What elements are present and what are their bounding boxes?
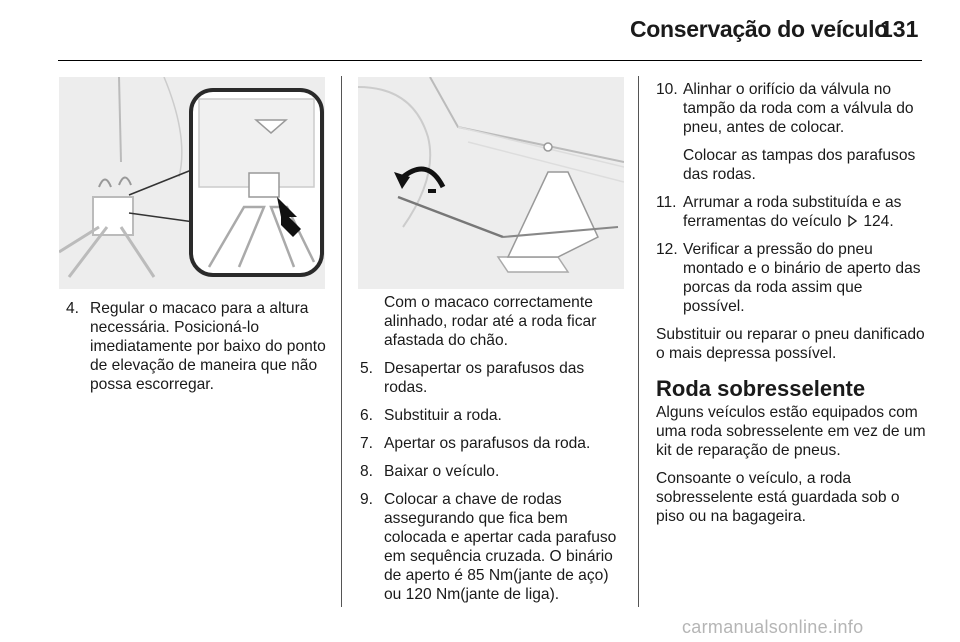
column-divider-right — [638, 76, 639, 607]
spare-wheel-paragraph-1: Alguns veículos estão equipados com uma roda sobresselente em vez de um kit de reparação de pneus. — [656, 404, 926, 459]
middle-column-text — [360, 293, 628, 613]
page-reference[interactable]: 124. — [863, 213, 894, 230]
step-text: Colocar a chave de rodas assegurando que fica bem colocada e apertar cada parafuso em sequência cruzada. O binário de aperto é 85 Nm(jante de aço) ou 120 Nm(jante de liga). — [384, 491, 617, 603]
column-divider-left — [341, 76, 342, 607]
section-title: Conservação do veículo — [630, 16, 888, 42]
step-7 — [360, 434, 628, 453]
left-column-text — [66, 299, 336, 403]
step-text: Regular o macaco para a altura necessária. Posicioná-lo imediatamente por baixo do ponto de elevação de maneira que não possa escorregar. — [90, 300, 326, 393]
step-number: 4. — [66, 300, 80, 317]
step-text: Arrumar a roda substituída e as ferramentas do veículo — [683, 194, 902, 230]
step-5 — [360, 359, 628, 397]
jack-position-illustration — [59, 77, 325, 289]
header-rule — [58, 60, 922, 61]
page-number: 131 — [880, 16, 919, 42]
step-number: 6. — [360, 407, 374, 424]
step-number: 12. — [656, 241, 678, 258]
step-number: 10. — [656, 81, 678, 98]
step-text: Alinhar o orifício da válvula no tampão da roda com a válvula do pneu, antes de colocar. — [683, 81, 914, 136]
jack-raise-intro: Com o macaco correctamente alinhado, rodar até a roda ficar afastada do chão. — [384, 294, 597, 349]
step-6 — [360, 406, 628, 425]
step-number: 5. — [360, 360, 374, 377]
step-10-note: Colocar as tampas dos parafusos das rodas. — [683, 147, 916, 183]
step-8 — [360, 462, 628, 481]
step-10 — [656, 80, 926, 137]
step-4 — [66, 299, 336, 394]
step-number: 8. — [360, 463, 374, 480]
reference-arrow-icon — [848, 215, 857, 227]
spare-wheel-paragraph-2: Consoante o veículo, a roda sobresselente está guardada sob o piso ou na bagageira. — [656, 470, 900, 525]
step-number: 9. — [360, 491, 374, 508]
step-text: Substituir a roda. — [384, 407, 502, 424]
step-text: Desapertar os parafusos das rodas. — [384, 360, 585, 396]
step-11 — [656, 193, 926, 231]
footer-watermark: carmanualsonline.info — [682, 617, 864, 637]
step-number: 7. — [360, 435, 374, 452]
step-9 — [360, 490, 628, 604]
step-text: Verificar a pressão do pneu montado e o binário de aperto das porcas da roda assim que possível. — [683, 241, 921, 315]
step-number: 11. — [656, 194, 677, 211]
right-column-text — [656, 80, 926, 535]
jack-raising-illustration — [358, 77, 624, 289]
step-12 — [656, 240, 926, 316]
after-steps-text: Substituir ou reparar o pneu danificado o mais depressa possível. — [656, 326, 925, 362]
step-text: Apertar os parafusos da roda. — [384, 435, 591, 452]
spare-wheel-heading: Roda sobresselente — [656, 376, 866, 401]
step-text: Baixar o veículo. — [384, 463, 500, 480]
